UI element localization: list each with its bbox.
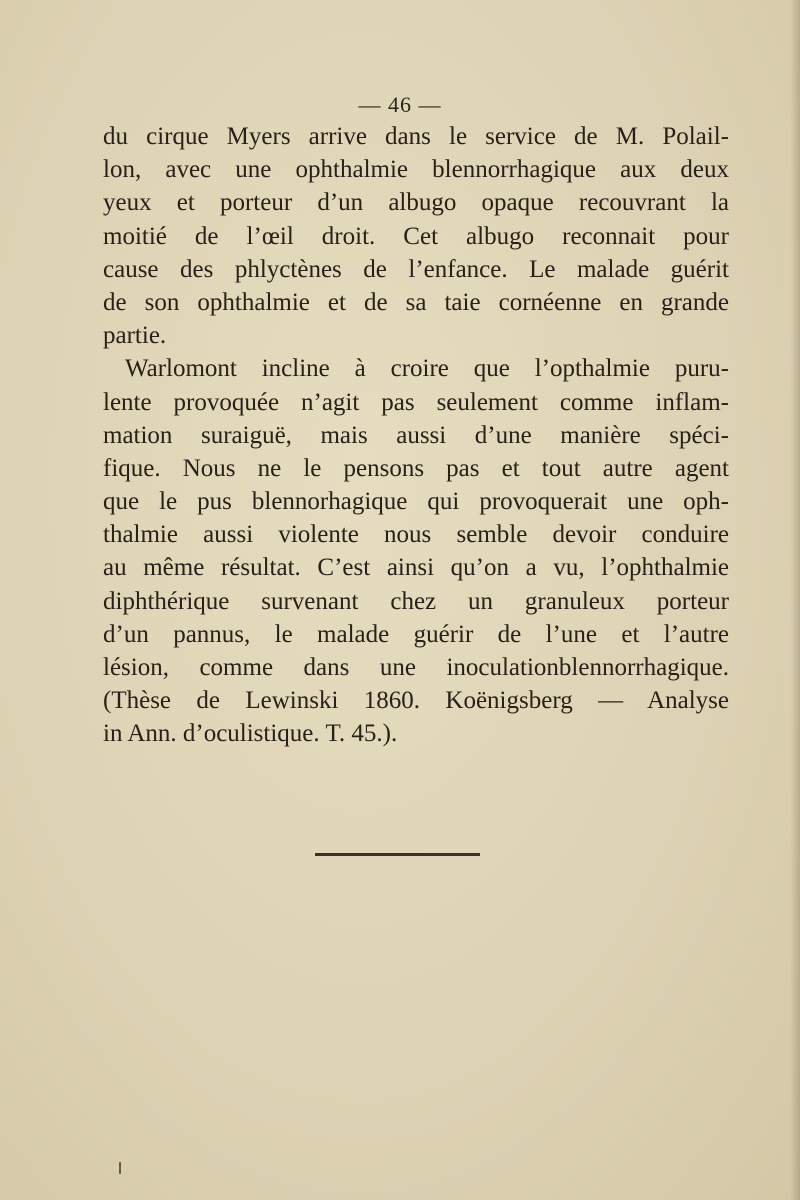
text-line: au même résultat. C’est ainsi qu’on a vu, l’ophthalmie	[103, 554, 729, 582]
page-number: — 46 —	[358, 92, 442, 117]
text-line: lésion, comme dans une inoculationblennorrhagique.	[103, 654, 729, 681]
text-line: moitié de l’œil droit. Cet albugo reconnait pour	[103, 222, 729, 250]
text-line: d’un pannus, le malade guérir de l’une et l’autre	[103, 620, 729, 648]
text-line: de son ophthalmie et de sa taie cornéenne en grande	[103, 288, 729, 316]
text-line: fique. Nous ne le pensons pas et tout autre agent	[103, 454, 729, 482]
text-line: du cirque Myers arrive dans le service de M. Polail-	[103, 123, 729, 150]
text-line: yeux et porteur d’un albugo opaque recouvrant la	[103, 189, 729, 217]
text-line: partie.	[103, 322, 167, 350]
text-line: que le pus blennorhagique qui provoquerait une oph-	[103, 488, 729, 516]
text-line: thalmie aussi violente nous semble devoir conduire	[103, 521, 729, 549]
text-line: mation suraiguë, mais aussi d’une manière spéci-	[103, 421, 729, 449]
page-edge-shadow	[790, 0, 800, 1200]
text-line: (Thèse de Lewinski 1860. Koënigsberg — Analyse	[103, 687, 729, 715]
text-line: Warlomont incline à croire que l’opthalmie puru-	[125, 355, 729, 383]
body-text	[103, 120, 729, 751]
text-line: in Ann. d’oculistique. T. 45.).	[103, 720, 398, 748]
text-line: cause des phlyctènes de l’enfance. Le malade guérit	[103, 255, 729, 283]
ink-mark	[119, 1162, 121, 1174]
text-line: lente provoquée n’agit pas seulement comme inflam-	[103, 388, 729, 416]
section-divider-rule	[315, 853, 480, 856]
text-line: diphthérique survenant chez un granuleux porteur	[103, 587, 729, 615]
text-line: lon, avec une ophthalmie blennorrhagique aux deux	[103, 156, 729, 184]
